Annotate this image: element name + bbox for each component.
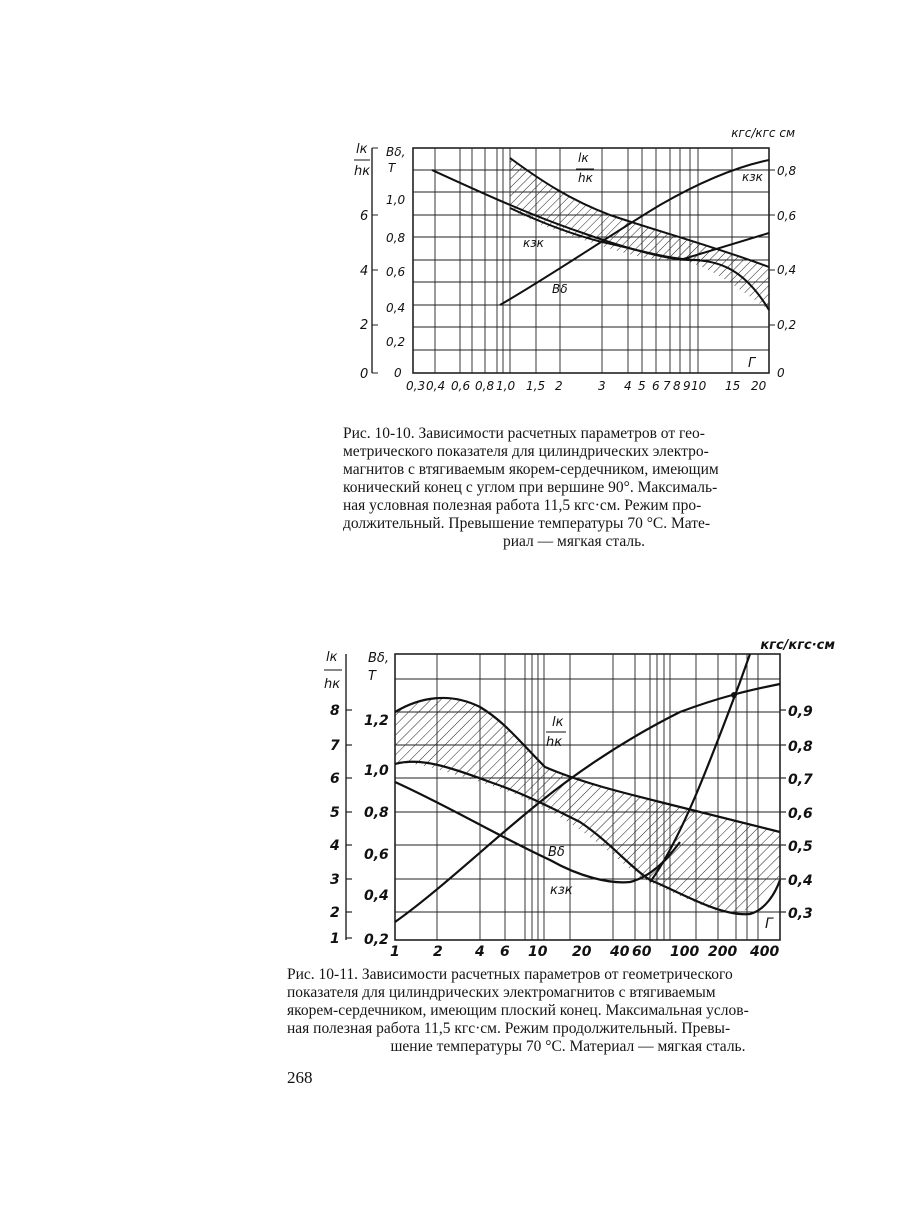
fig1-curve-label-hk: hк	[578, 171, 593, 185]
fig1-right-tick: 0	[777, 366, 785, 380]
fig2-outer-tick: 4	[330, 838, 340, 854]
fig2-left-outer-label-bottom: hк	[324, 677, 341, 692]
fig1-outer-tick: 0	[360, 367, 369, 382]
fig1-right-tick: 0,6	[777, 209, 797, 223]
fig2-inner-tick: 0,2	[364, 932, 389, 948]
fig1-unit-label: кгс/кгс см	[731, 126, 795, 140]
fig1-x-tick: 20	[751, 379, 767, 393]
fig1-x-tick: 1,5	[526, 379, 546, 393]
fig2-curve-label-b: Bδ	[548, 845, 565, 860]
fig1-x-tick: 0,4	[426, 379, 446, 393]
fig2-x-tick: 200	[708, 944, 738, 960]
fig2-curve-label-kzk: кзк	[550, 883, 573, 898]
caption-line: должительный. Превышение температуры 70 °С. Мате-	[343, 515, 711, 532]
fig1-x-tick: 15	[725, 379, 741, 393]
fig2-right-tick: 0,3	[788, 906, 813, 922]
fig2-right-tick: 0,7	[788, 772, 813, 788]
fig1-inner-tick: 0	[394, 366, 402, 380]
fig1-inner-tick: 1,0	[386, 193, 406, 207]
fig2-outer-tick: 2	[330, 905, 340, 921]
fig1-inner-tick: 0,4	[386, 301, 406, 315]
caption-line: ная полезная работа 11,5 кгс·см. Режим продолжительный. Превы-	[287, 1020, 731, 1037]
fig2-outer-tick: 3	[330, 872, 340, 888]
caption-line: Рис. 10-11. Зависимости расчетных параметров от геометрического	[287, 966, 733, 983]
fig2-left-inner-label-top: Bδ,	[368, 651, 390, 666]
caption-line: ная условная полезная работа 11,5 кгс·см. Режим про-	[343, 497, 702, 514]
caption-line: метрического показателя для цилиндрических электро-	[343, 443, 709, 460]
fig1-outer-tick: 4	[360, 264, 369, 279]
fig2-x-tick: 6	[500, 944, 510, 960]
fig2-left-inner-label-bottom: T	[368, 669, 376, 684]
fig1-outer-tick: 6	[360, 209, 369, 224]
fig1-x-tick: 7	[663, 379, 671, 393]
fig1-left-outer-label-bottom: hк	[354, 164, 371, 179]
fig1-x-tick: 6	[652, 379, 660, 393]
fig1-x-tick: 4	[624, 379, 632, 393]
fig1-curve-label-g: Г	[748, 356, 756, 371]
fig1-inner-tick: 0,2	[386, 335, 406, 349]
fig2-right-tick: 0,8	[788, 739, 813, 755]
fig2-inner-tick: 1,2	[364, 713, 389, 729]
fig2-inner-tick: 0,8	[364, 805, 389, 821]
fig2-x-tick: 4	[475, 944, 485, 960]
fig2-x-tick: 100	[670, 944, 700, 960]
fig1-x-tick: 9	[683, 379, 691, 393]
fig1-right-tick: 0,4	[777, 263, 797, 277]
fig2-outer-tick: 6	[330, 771, 340, 787]
fig2-x-tick: 400	[750, 944, 780, 960]
fig1-x-tick: 0,6	[451, 379, 471, 393]
caption-line: показателя для цилиндрических электромагнитов с втягиваемым	[287, 984, 716, 1001]
fig1-inner-tick: 0,8	[386, 231, 406, 245]
fig1-curve-label-kzk-right: кзк	[742, 170, 763, 184]
fig1-x-tick: 0,8	[475, 379, 495, 393]
fig1-x-tick: 8	[673, 379, 681, 393]
fig2-curve-label-g: Г	[765, 916, 773, 932]
fig1-x-tick: 1,0	[496, 379, 516, 393]
caption-line: якорем-сердечником, имеющим плоский конец. Максимальная услов-	[287, 1002, 749, 1019]
fig1-curve-label-kzk: кзк	[523, 236, 544, 250]
fig1-right-tick: 0,2	[777, 318, 797, 332]
figure-10-10	[340, 120, 820, 410]
page-number: 268	[287, 1068, 313, 1087]
fig1-curve-label-lk: lк	[578, 151, 589, 165]
fig2-x-tick: 2	[433, 944, 443, 960]
fig2-x-tick: 20	[572, 944, 592, 960]
caption-line: конический конец с углом при вершине 90°. Максималь-	[343, 479, 718, 496]
fig1-left-outer-label-top: lк	[356, 142, 368, 157]
fig1-curve-label-b: Bδ	[552, 282, 568, 296]
caption-line: Рис. 10-10. Зависимости расчетных параметров от гео-	[343, 425, 705, 442]
fig2-x-tick: 60	[632, 944, 652, 960]
fig2-curve-label-hk: hк	[546, 735, 563, 750]
fig2-right-tick: 0,9	[788, 704, 813, 720]
figure-10-11	[320, 632, 840, 962]
fig1-x-tick: 2	[555, 379, 563, 393]
fig2-right-tick: 0,5	[788, 839, 813, 855]
fig1-left-inner-label-top: Bδ,	[386, 145, 406, 159]
fig2-outer-tick: 5	[330, 805, 340, 821]
fig1-left-inner-label-bottom: T	[388, 161, 396, 175]
fig1-right-tick: 0,8	[777, 164, 797, 178]
caption-line: риал — мягкая сталь.	[502, 533, 646, 550]
fig2-inner-tick: 0,4	[364, 888, 389, 904]
fig1-x-tick: 5	[638, 379, 646, 393]
fig2-outer-tick: 7	[330, 738, 340, 754]
fig2-inner-tick: 1,0	[364, 763, 389, 779]
figure-10-11-chart	[320, 632, 840, 962]
figure-10-10-chart	[340, 120, 820, 410]
caption-line: магнитов с втягиваемым якорем-сердечником, имеющим	[343, 461, 719, 478]
fig2-left-outer-label-top: lк	[326, 650, 338, 665]
fig1-x-tick: 10	[691, 379, 707, 393]
figure-10-11-caption	[287, 966, 849, 1056]
fig2-curve-label-lk: lк	[552, 715, 564, 730]
fig2-outer-tick: 1	[330, 931, 340, 947]
fig2-unit-label: кгс/кгс·см	[760, 638, 835, 653]
fig2-x-tick: 40	[610, 944, 630, 960]
caption-line: шение температуры 70 °С. Материал — мягкая сталь.	[390, 1038, 746, 1055]
fig2-outer-tick: 8	[330, 703, 340, 719]
fig2-inner-tick: 0,6	[364, 847, 389, 863]
fig1-x-tick: 3	[598, 379, 606, 393]
fig2-right-tick: 0,4	[788, 873, 813, 889]
fig1-outer-tick: 2	[360, 318, 369, 333]
fig2-right-tick: 0,6	[788, 806, 813, 822]
figure-10-10-caption	[343, 425, 805, 551]
fig1-inner-tick: 0,6	[386, 265, 406, 279]
fig2-x-tick: 1	[390, 944, 400, 960]
fig1-x-tick: 0,3	[406, 379, 426, 393]
fig2-x-tick: 10	[528, 944, 548, 960]
